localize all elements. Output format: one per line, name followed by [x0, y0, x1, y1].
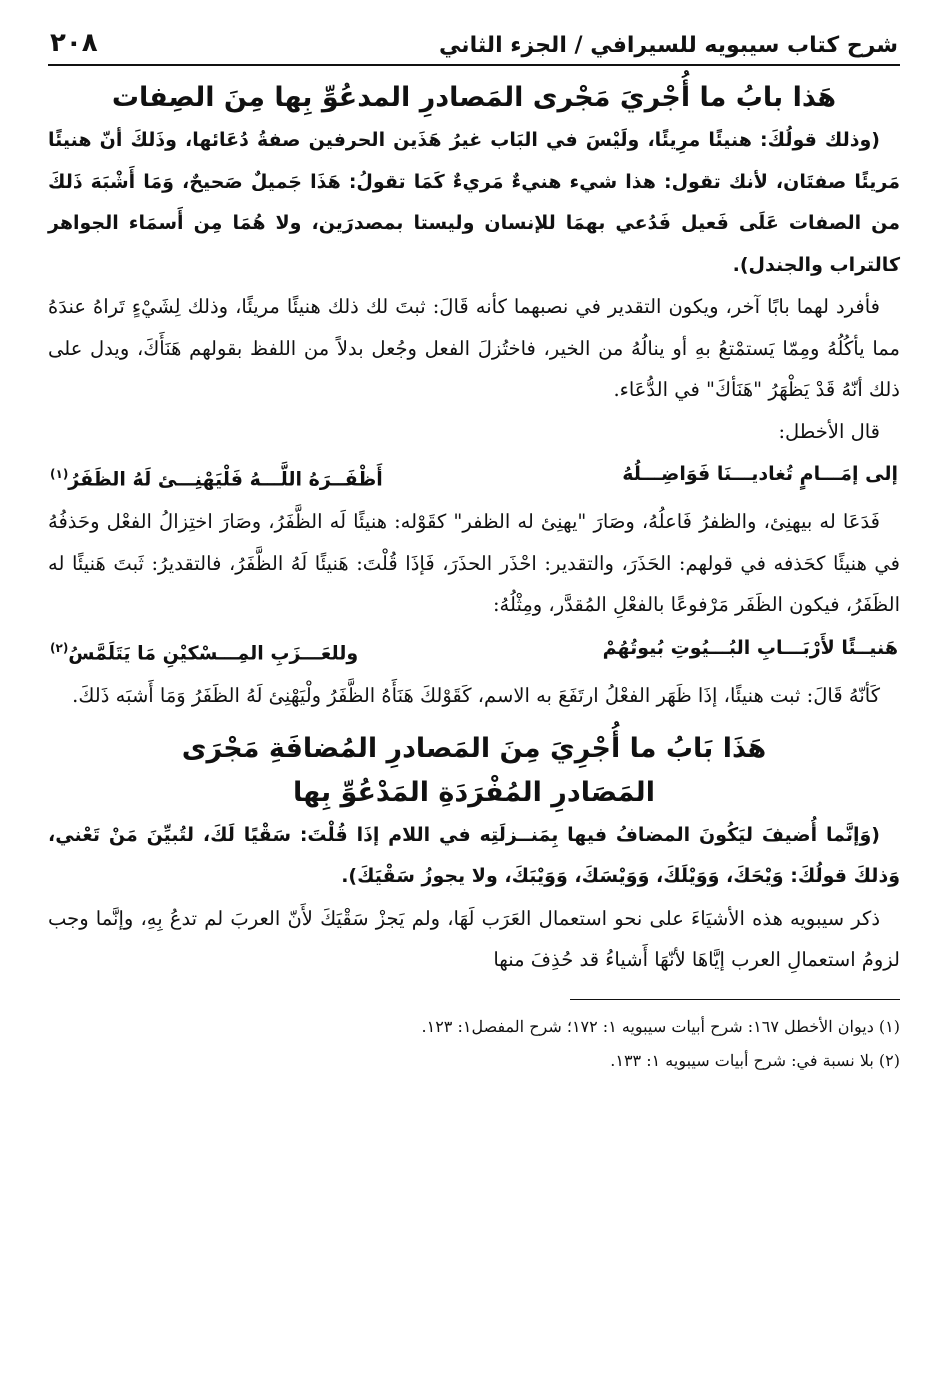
verse-1-second-hemistich: أَظْفَــرَهُ اللَّـــهُ فَلْيَهْنِـــئ لَهُ الظَفَرُ$^{(١)}$ [50, 467, 383, 491]
footnote-ref-1: (١) [50, 467, 69, 481]
running-header [48, 28, 900, 66]
paragraph-4: ذكر سيبويه هذه الأشيَاءَ على نحو استعمال العَرَب لَهَا، ولم يَجزْ سَقْيَكَ لأَنّ العربَ لم تدعُ بِهِ، وإنَّما وجب لزومُ استعمالِ العرب إيَّاهَا لأنّهَا أَشياءُ قد حُذِفَ منها [48, 906, 900, 972]
paragraph-1: فأفرد لهما بابًا آخر، ويكون التقدير في نصبهما كأنه قَالَ: ثبتَ لك ذلك هنيئًا مريئًا، وذلك لِشَيْءٍ تَراهُ عندَهُ مما يأكُلُهُ ومِمّا يَستمْتعُ بهِ أو ينالُهُ من الخير، فاختُزلَ الفعل وجُعل بدلاً من اللفظ بقولهم هَنَأَكَ، ويدل على ذلك أنّهُ قَدْ يَظْهَرُ "هَنَأكَ" في الدُّعَاء. [48, 295, 900, 401]
paragraph-2: فَدَعَا له بيهنِئ، والظفرُ فَاعلُهُ، وصَارَ "يهنِئ له الظفر" كقَوْله: هنيئًا لَه الظَّفَرُ، وصَارَ اختِزالُ الفعْل وحَذفُهُ في هنيئًا كحَذفه في قولهم: الحَذَرَ، والتقدير: احْذَر الحذَرَ، فَإذَا قُلْتَ: هَنيئًا لَهُ الظَّفَرُ، فالتقديرُ: ثَبتَ هَنيئًا له الظَفَرُ، فيكون الظَفَر مَرْفوعًا بالفعْلِ المُقدَّر، ومِثْلُهُ: [48, 510, 900, 617]
section-heading-1: هَذا بابُ ما أُجْريَ مَجْرى المَصادرِ المدعُوِّ بِها مِنَ الصِفات [111, 82, 837, 113]
section-heading-2-line-2: المَصَادرِ المُفْرَدَةِ المَدْعُوِّ بِها [293, 776, 655, 808]
page-number: ٢٠٨ [50, 28, 98, 58]
footnote-1: (١) ديوان الأخطل ١٦٧: شرح أبيات سيبويه ١: ١٧٢؛ شرح المفصل١: ١٢٣. [421, 1016, 900, 1036]
verse-2-second-hemistich: وللعَـــزَبِ المِـــسْكيْنِ مَا يَتَلَمَّسُ$^{(٢)}$ [50, 640, 359, 665]
verse-2 [48, 626, 900, 675]
document-page [48, 28, 900, 1078]
quoted-text-2: (وَإنَّما أُضيفَ ليَكُونَ المضافُ فيها بِمَنــزلَتِه في اللام إذَا قُلْتَ: سَقْيًا لَكَ، لتُبيِّنَ مَنْ تَعْني، وَذلكَ قولُكَ: وَيْحَكَ، وَوَيْلَكَ، وَوَيْسَكَ، وَوَيْبَكَ، ولا يجوزُ سَقْيَكَ). [48, 823, 900, 888]
section-heading-2-line-1: هَذَا بَابُ ما أُجْرِيَ مِنَ المَصادرِ المُضافَةِ مَجْرَى [181, 732, 767, 764]
quoted-text-1: (وذلك قولُكَ: هنيئًا مرِيئًا، ولَيْسَ في البَاب غيرُ هَذَين الحرفين صفةُ دُعَائها، وذَلكَ أنّ هنيئًا مَريئًا صفتَان، لأنك تقول: هذا شيء هنيءٌ مَريءٌ كَمَا تقولُ: هَذَا جَميلٌ صَحيحٌ، وَمَا أَشْبَهَ ذَلكَ من الصفات عَلَى فَعيل فَدُعي بهمَا للإنسان وليستا بمصدرَين، ولا هُمَا مِن أَسمَاء الجواهر كالتراب والجندل). [48, 129, 900, 276]
running-title: شرح كتاب سيبويه للسيرافي / الجزء الثاني [439, 33, 898, 58]
footnote-ref-2: (٢) [50, 640, 69, 655]
footnote-2: (٢) بلا نسبة في: شرح أبيات سيبويه ١: ١٣٣. [610, 1050, 900, 1070]
poet-label: قال الأخطل: [778, 419, 880, 443]
footnote-separator [570, 999, 900, 1000]
verse-2-first-hemistich: هَنيــئًا لأَرْبَـــابِ البُـــيُوتِ بُيوتُهُمْ [602, 636, 898, 659]
verse-1-first-hemistich: إلى إمَـــامٍ تُغاديـــنَا فَوَاضِـــلُهُ [622, 463, 898, 485]
paragraph-3: كَأنّهُ قَالَ: ثبت هنيئًا، إذَا ظَهَر الفعْلُ ارتَفَعَ به الاسم، كَقَوْلكَ هَنَأَهُ الظَّفَرُ ولْيَهْنِئ لَهُ الظَفَرُ وَمَا أَشبَه ذَلكَ. [72, 684, 880, 708]
verse-1 [48, 452, 900, 501]
